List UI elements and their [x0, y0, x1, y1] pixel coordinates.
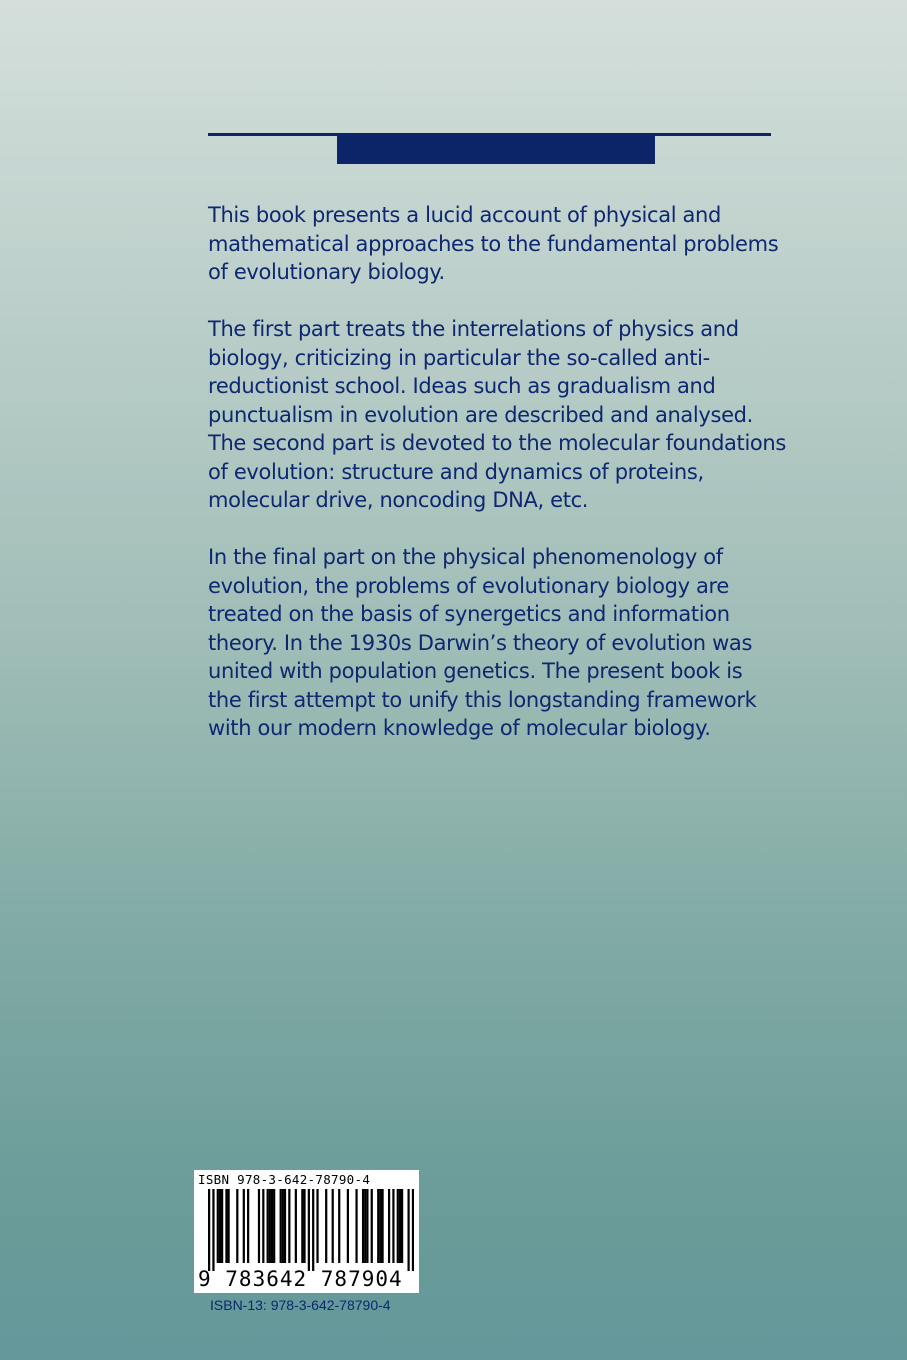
- barcode-bar: [225, 1189, 227, 1263]
- barcode-bar: [284, 1189, 286, 1263]
- barcode-digits: 9 783642 787904: [198, 1267, 403, 1291]
- barcode-bar: [379, 1189, 381, 1263]
- barcode-bar: [221, 1189, 223, 1263]
- blurb-line: with our modern knowledge of molecular biology.: [208, 716, 711, 740]
- barcode-bar: [219, 1189, 221, 1263]
- barcode-bar: [217, 1189, 219, 1263]
- barcode-bar: [366, 1189, 368, 1263]
- blurb-line: biology, criticizing in particular the so-called anti-: [208, 345, 710, 370]
- barcode-bar: [312, 1189, 314, 1271]
- decorative-rule-bar: [337, 136, 655, 164]
- barcode-bar: [212, 1189, 214, 1271]
- barcode-bar: [397, 1189, 399, 1263]
- barcode-bar: [377, 1189, 379, 1263]
- barcode-bar: [355, 1189, 357, 1263]
- barcode-bar: [364, 1189, 366, 1263]
- barcode-bar: [388, 1189, 390, 1263]
- blurb-line: In the final part on the physical phenomenology of: [208, 545, 723, 569]
- blurb-line: reductionist school. Ideas such as gradualism and: [208, 374, 716, 398]
- barcode-bar: [273, 1189, 275, 1263]
- barcode-bar: [325, 1189, 327, 1263]
- barcode-bar: [316, 1189, 318, 1263]
- barcode-bar: [308, 1189, 310, 1271]
- barcode-bars-graphic: [208, 1189, 414, 1271]
- barcode-bar: [267, 1189, 269, 1263]
- barcode-bars: [208, 1189, 414, 1271]
- blurb-line: treated on the basis of synergetics and information: [208, 602, 730, 626]
- blurb-line: the first attempt to unify this longstanding framework: [208, 687, 757, 712]
- barcode-bar: [392, 1189, 394, 1263]
- barcode-bar: [332, 1189, 334, 1263]
- blurb-text: [208, 201, 808, 743]
- blurb-line: united with population genetics. The present book is: [208, 659, 743, 683]
- blurb-line: theory. In the 1930s Darwin’s theory of evolution was: [208, 630, 753, 655]
- blurb-line: The second part is devoted to the molecular foundations: [208, 431, 786, 455]
- blurb-line: evolution, the problems of evolutionary biology are: [208, 573, 729, 598]
- barcode-bar: [303, 1189, 305, 1263]
- barcode-bar: [262, 1189, 264, 1263]
- barcode-bar: [282, 1189, 284, 1263]
- blurb-paragraph-1: [208, 201, 808, 287]
- blurb-line: This book presents a lucid account of physical and: [208, 203, 721, 227]
- barcode-bar: [236, 1189, 238, 1263]
- blurb-paragraph-2: [208, 315, 808, 515]
- barcode-bar: [371, 1189, 373, 1263]
- barcode-bar: [247, 1189, 249, 1263]
- barcode-bar: [412, 1189, 414, 1271]
- barcode-bar: [271, 1189, 273, 1263]
- barcode: [194, 1170, 419, 1293]
- barcode-bar: [258, 1189, 260, 1263]
- blurb-line: mathematical approaches to the fundamental problems: [208, 231, 779, 256]
- barcode-bar: [288, 1189, 290, 1263]
- blurb-line: The first part treats the interrelations of physics and: [208, 317, 739, 341]
- barcode-isbn-label: ISBN 978-3-642-78790-4: [198, 1172, 371, 1187]
- barcode-bar: [362, 1189, 364, 1263]
- barcode-bar: [407, 1189, 409, 1271]
- isbn-13-label: ISBN-13: 978-3-642-78790-4: [210, 1297, 391, 1313]
- barcode-bar: [401, 1189, 403, 1263]
- blurb-line: of evolution: structure and dynamics of proteins,: [208, 459, 704, 484]
- barcode-bar: [243, 1189, 245, 1263]
- blurb-line: punctualism in evolution are described and analysed.: [208, 402, 753, 427]
- barcode-bar: [208, 1189, 210, 1271]
- barcode-bar: [280, 1189, 282, 1263]
- barcode-bar: [381, 1189, 383, 1263]
- blurb-line: molecular drive, noncoding DNA, etc.: [208, 488, 589, 512]
- barcode-bar: [399, 1189, 401, 1263]
- blurb-line: of evolutionary biology.: [208, 260, 445, 284]
- barcode-bar: [338, 1189, 340, 1263]
- blurb-paragraph-3: [208, 543, 808, 743]
- barcode-bar: [295, 1189, 297, 1263]
- barcode-bar: [228, 1189, 230, 1263]
- barcode-bar: [269, 1189, 271, 1263]
- barcode-bar: [301, 1189, 303, 1263]
- barcode-bar: [347, 1189, 349, 1263]
